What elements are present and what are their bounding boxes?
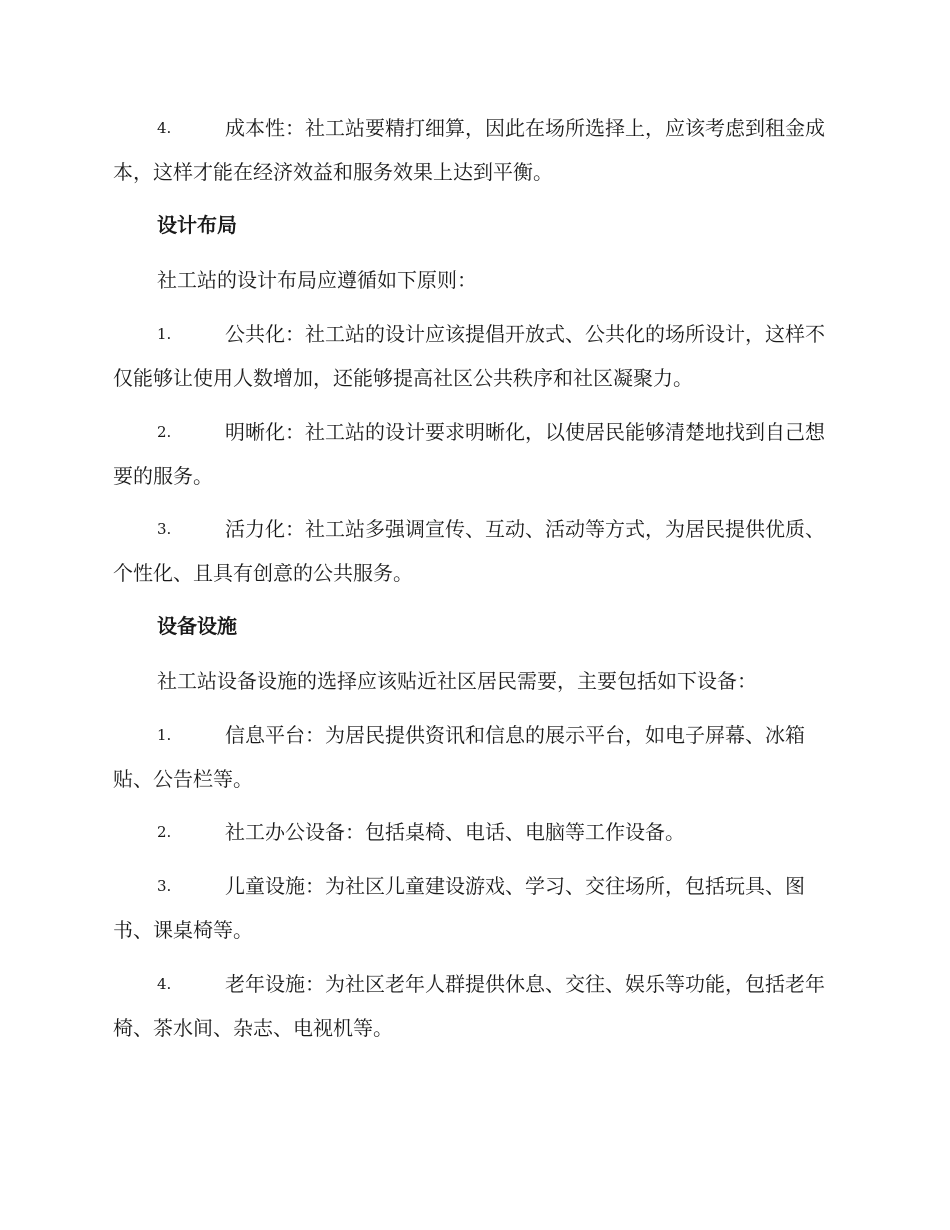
list-number: 2. xyxy=(157,823,172,841)
list-item-cost xyxy=(113,106,835,194)
list-text: 老年设施：为社区老年人群提供休息、交往、娱乐等功能，包括老年椅、茶水间、杂志、电视机等。 xyxy=(113,972,825,1040)
list-item-children-facilities xyxy=(113,864,835,952)
list-text: 活力化：社工站多强调宣传、互动、活动等方式，为居民提供优质、个性化、且具有创意的公共服务。 xyxy=(113,517,825,585)
list-item-office-equipment xyxy=(113,810,835,854)
list-number: 2. xyxy=(157,423,172,441)
list-text: 儿童设施：为社区儿童建设游戏、学习、交往场所，包括玩具、图书、课桌椅等。 xyxy=(113,874,805,942)
list-number: 4. xyxy=(157,119,172,137)
list-number: 3. xyxy=(157,520,172,538)
list-number: 1. xyxy=(157,325,172,343)
layout-intro-paragraph: 社工站的设计布局应遵循如下原则： xyxy=(157,268,477,292)
list-number: 3. xyxy=(157,877,172,895)
list-text: 公共化：社工站的设计应该提倡开放式、公共化的场所设计，这样不仅能够让使用人数增加，还能够提高社区公共秩序和社区凝聚力。 xyxy=(113,322,825,390)
list-text: 社工办公设备：包括桌椅、电话、电脑等工作设备。 xyxy=(225,820,685,844)
list-text: 信息平台：为居民提供资讯和信息的展示平台，如电子屏幕、冰箱贴、公告栏等。 xyxy=(113,723,805,791)
list-item-clarity xyxy=(113,410,835,498)
section-heading-layout: 设计布局 xyxy=(157,213,237,237)
list-item-info-platform xyxy=(113,713,835,801)
equipment-intro-paragraph: 社工站设备设施的选择应该贴近社区居民需要，主要包括如下设备： xyxy=(157,669,757,693)
list-item-public xyxy=(113,312,835,400)
list-item-vitality xyxy=(113,507,835,595)
list-text: 明晰化：社工站的设计要求明晰化，以使居民能够清楚地找到自己想要的服务。 xyxy=(113,420,825,488)
list-number: 1. xyxy=(157,726,172,744)
list-number: 4. xyxy=(157,975,172,993)
list-text: 成本性：社工站要精打细算，因此在场所选择上，应该考虑到租金成本，这样才能在经济效益和服务效果上达到平衡。 xyxy=(113,116,825,184)
section-heading-equipment: 设备设施 xyxy=(157,614,237,638)
list-item-elderly-facilities xyxy=(113,962,835,1050)
